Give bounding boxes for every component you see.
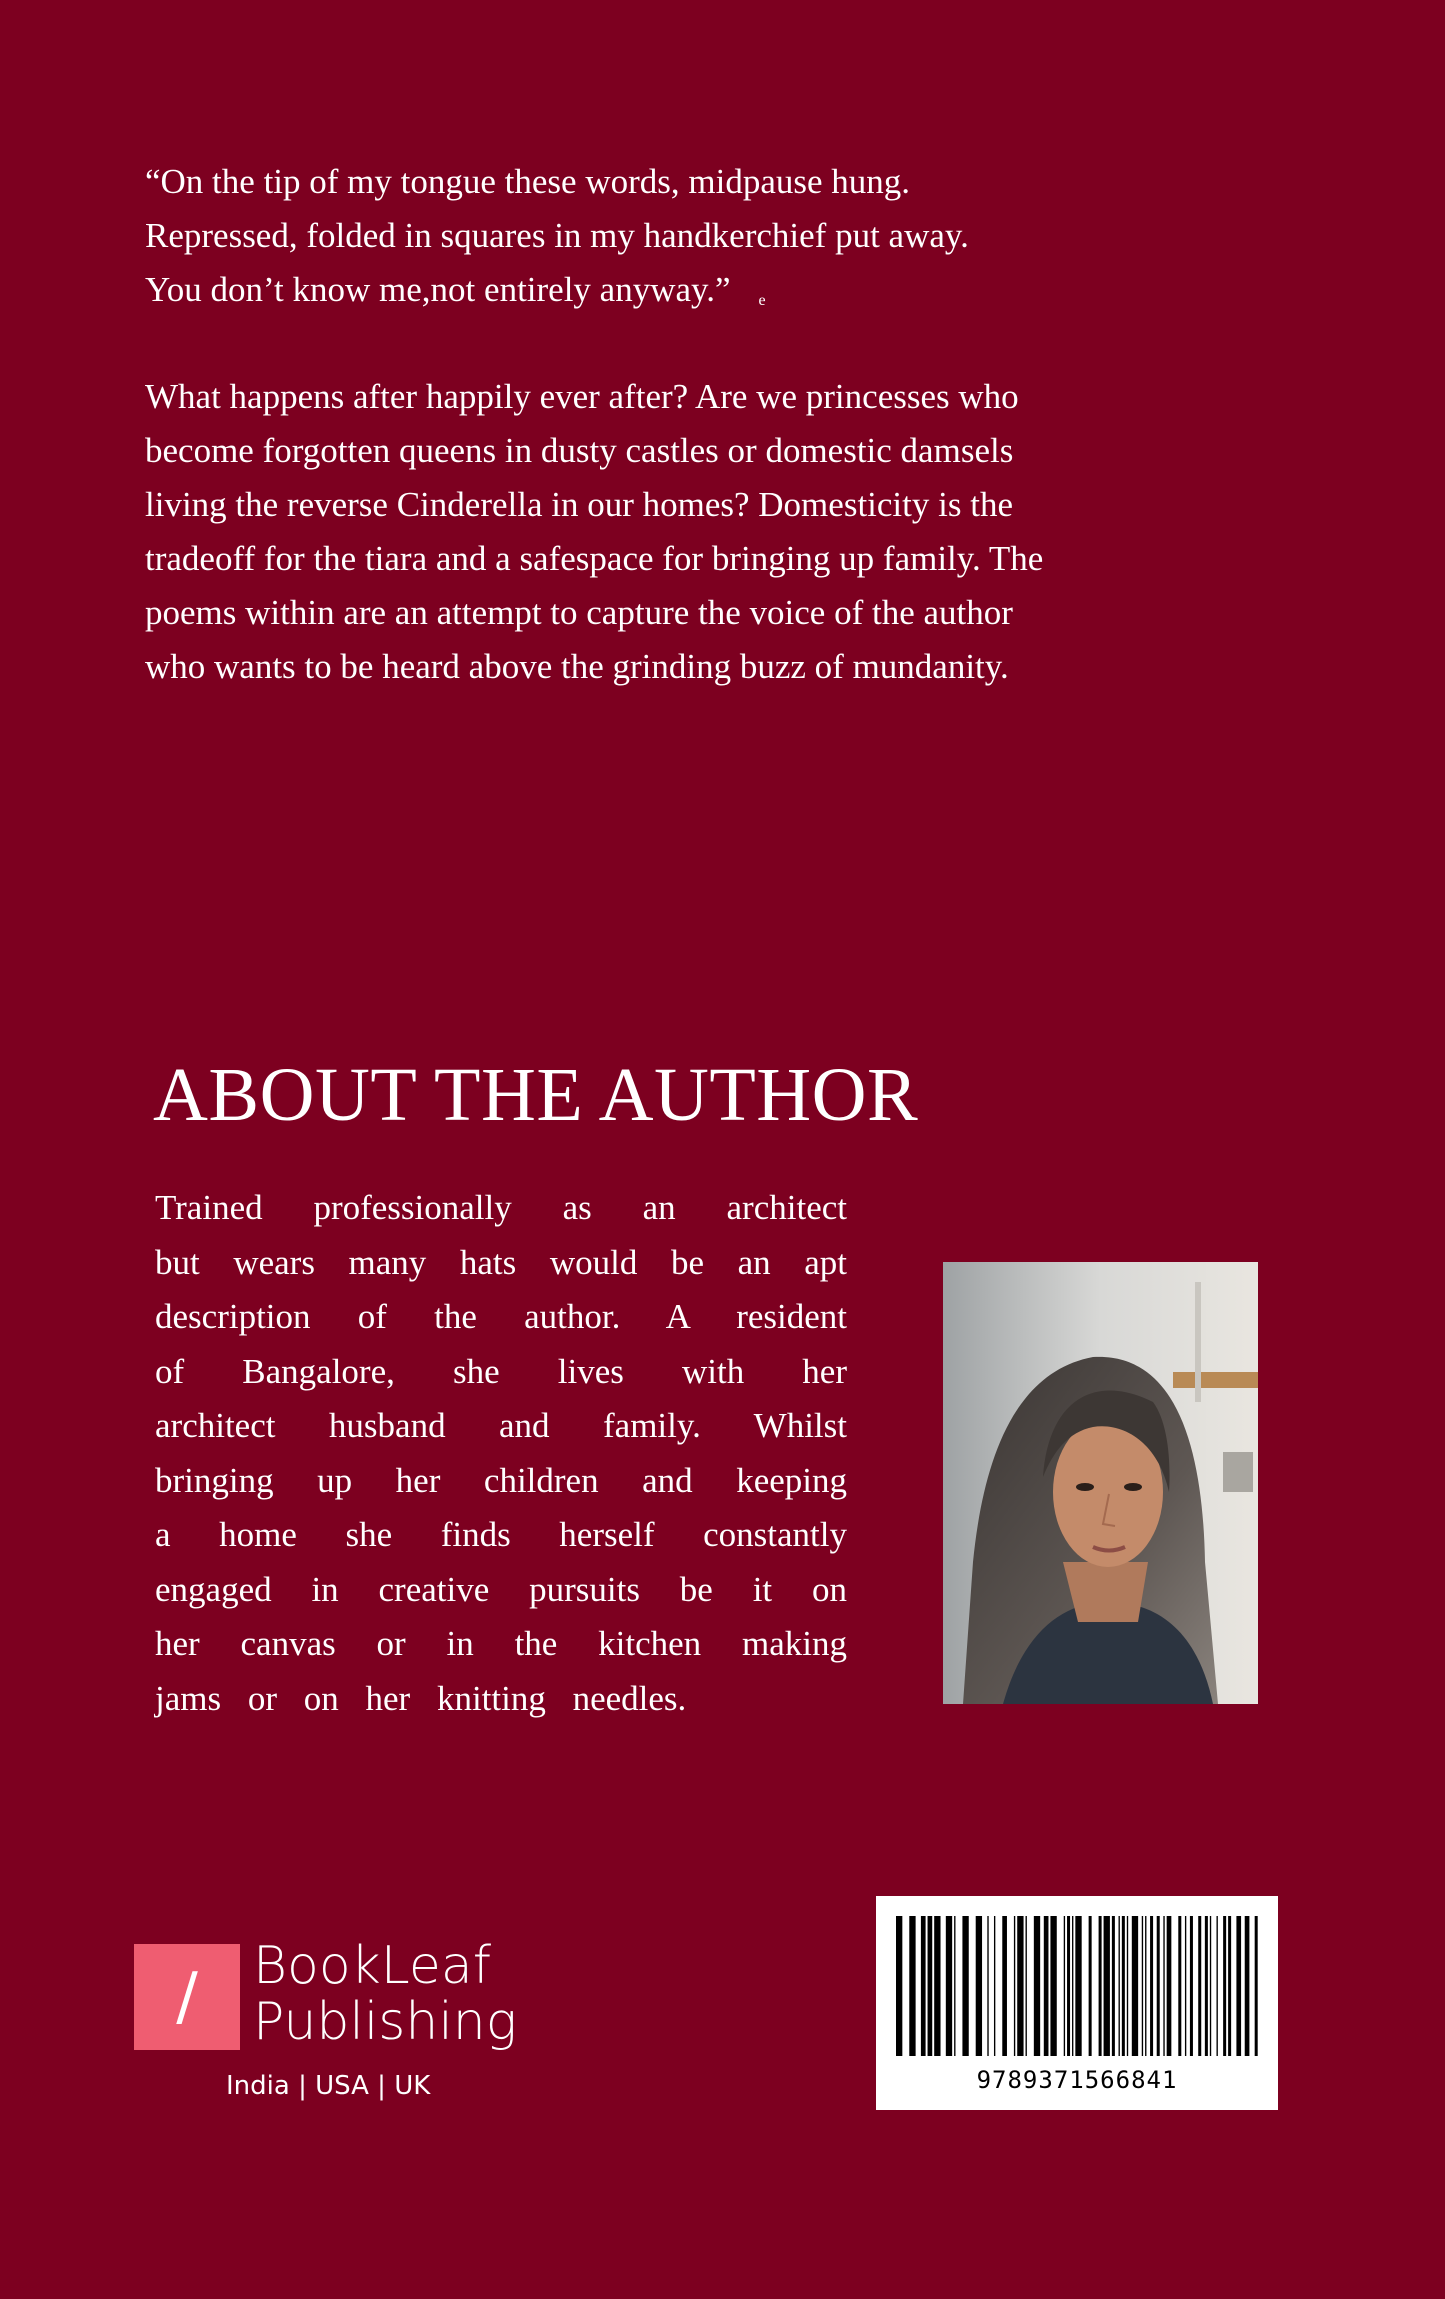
- barcode-bar: [1044, 1916, 1049, 2056]
- bio-line: jams or on her knitting needles.: [155, 1678, 687, 1718]
- quote-line: [145, 263, 1145, 328]
- about-author-heading: ABOUT THE AUTHOR: [153, 1053, 919, 1137]
- bio-line: a home she finds herself constantly: [155, 1515, 847, 1554]
- barcode-bar: [921, 1916, 926, 2056]
- bio-line: Trained professionally as an architect: [155, 1188, 847, 1227]
- barcode-bar: [1104, 1916, 1110, 2056]
- barcode-bar: [1236, 1916, 1241, 2056]
- barcode-bar: [1002, 1916, 1007, 2056]
- barcode-bar: [1127, 1916, 1128, 2056]
- barcode-bar: [1014, 1916, 1015, 2056]
- barcode-bars-icon: [896, 1916, 1258, 2056]
- bio-line: of Bangalore, she lives with her: [155, 1351, 847, 1391]
- author-portrait-illustration: [943, 1262, 1258, 1704]
- barcode-bar: [1072, 1916, 1073, 2056]
- barcode-bar: [1089, 1916, 1092, 2056]
- barcode-bar: [1228, 1916, 1231, 2056]
- barcode-bar: [1050, 1916, 1056, 2056]
- barcode-bar: [1119, 1916, 1120, 2056]
- book-blurb: [145, 370, 1225, 694]
- barcode-bar: [1150, 1916, 1153, 2056]
- barcode-bar: [1067, 1916, 1070, 2056]
- barcode-bar: [1034, 1916, 1040, 2056]
- isbn-number: 9789371566841: [976, 2066, 1178, 2094]
- barcode-bar: [1163, 1916, 1164, 2056]
- barcode-bar: [1210, 1916, 1211, 2056]
- barcode-bar: [1017, 1916, 1023, 2056]
- barcode-bar: [962, 1916, 968, 2056]
- blurb-line: who wants to be heard above the grinding buzz of mundanity.: [145, 647, 1009, 686]
- publisher-name: [253, 1938, 517, 2050]
- publisher-name-line1: BookLeaf: [253, 1936, 492, 1996]
- blurb-line: living the reverse Cinderella in our homes? Domesticity is the: [145, 485, 1013, 524]
- barcode-bar: [1245, 1916, 1250, 2056]
- barcode-bar: [976, 1916, 982, 2056]
- quote-line: Repressed, folded in squares in my handkerchief put away.: [145, 216, 969, 255]
- epigraph-quote: [145, 155, 1145, 328]
- author-photo: [943, 1262, 1258, 1704]
- blurb-line: poems within are an attempt to capture the voice of the author: [145, 593, 1013, 632]
- isbn-barcode: [876, 1896, 1278, 2110]
- barcode-bar: [1075, 1916, 1081, 2056]
- barcode-bar: [1064, 1916, 1065, 2056]
- bio-line: her canvas or in the kitchen making: [155, 1624, 847, 1663]
- stray-mark: e: [758, 292, 766, 309]
- publisher-name-line2: Publishing: [253, 1992, 517, 2052]
- blurb-line: become forgotten queens in dusty castles or domestic damsels: [145, 431, 1014, 470]
- barcode-bar: [1255, 1916, 1258, 2056]
- barcode-bar: [896, 1916, 902, 2056]
- bio-line: engaged in creative pursuits be it on: [155, 1569, 847, 1609]
- publisher-regions: India | USA | UK: [226, 2071, 431, 2101]
- barcode-bar: [1223, 1916, 1226, 2056]
- barcode-bar: [1178, 1916, 1181, 2056]
- barcode-bar: [1099, 1916, 1102, 2056]
- quote-line-text: You don’t know me,not entirely anyway.”: [145, 270, 731, 309]
- barcode-bar: [934, 1916, 940, 2056]
- bio-line: architect husband and family. Whilst: [155, 1406, 847, 1445]
- barcode-bar: [1026, 1916, 1027, 2056]
- barcode-bar: [1112, 1916, 1115, 2056]
- quote-line: “On the tip of my tongue these words, midpause hung.: [145, 162, 911, 201]
- bio-line: bringing up her children and keeping: [155, 1460, 847, 1500]
- barcode-bar: [994, 1916, 995, 2056]
- barcode-bar: [1185, 1916, 1186, 2056]
- barcode-bar: [1216, 1916, 1217, 2056]
- barcode-bar: [1157, 1916, 1160, 2056]
- logo-slash-icon: /: [176, 1960, 198, 2034]
- barcode-bar: [946, 1916, 952, 2056]
- barcode-bar: [1198, 1916, 1201, 2056]
- bio-line: but wears many hats would be an apt: [155, 1242, 847, 1282]
- barcode-bar: [987, 1916, 988, 2056]
- blurb-line: What happens after happily ever after? Are we princesses who: [145, 377, 1019, 416]
- barcode-bar: [1142, 1916, 1143, 2056]
- bio-line: description of the author. A resident: [155, 1297, 847, 1336]
- barcode-bar: [1190, 1916, 1193, 2056]
- barcode-bar: [1205, 1916, 1208, 2056]
- author-bio: [155, 1181, 847, 1726]
- barcode-bar: [1145, 1916, 1146, 2056]
- barcode-bar: [1132, 1916, 1138, 2056]
- barcode-bar: [928, 1916, 933, 2056]
- blurb-line: tradeoff for the tiara and a safespace for bringing up family. The: [145, 539, 1044, 578]
- barcode-bar: [1122, 1916, 1125, 2056]
- barcode-bar: [909, 1916, 915, 2056]
- barcode-bar: [1167, 1916, 1172, 2056]
- barcode-bar: [954, 1916, 955, 2056]
- bookleaf-logo: [134, 1944, 240, 2050]
